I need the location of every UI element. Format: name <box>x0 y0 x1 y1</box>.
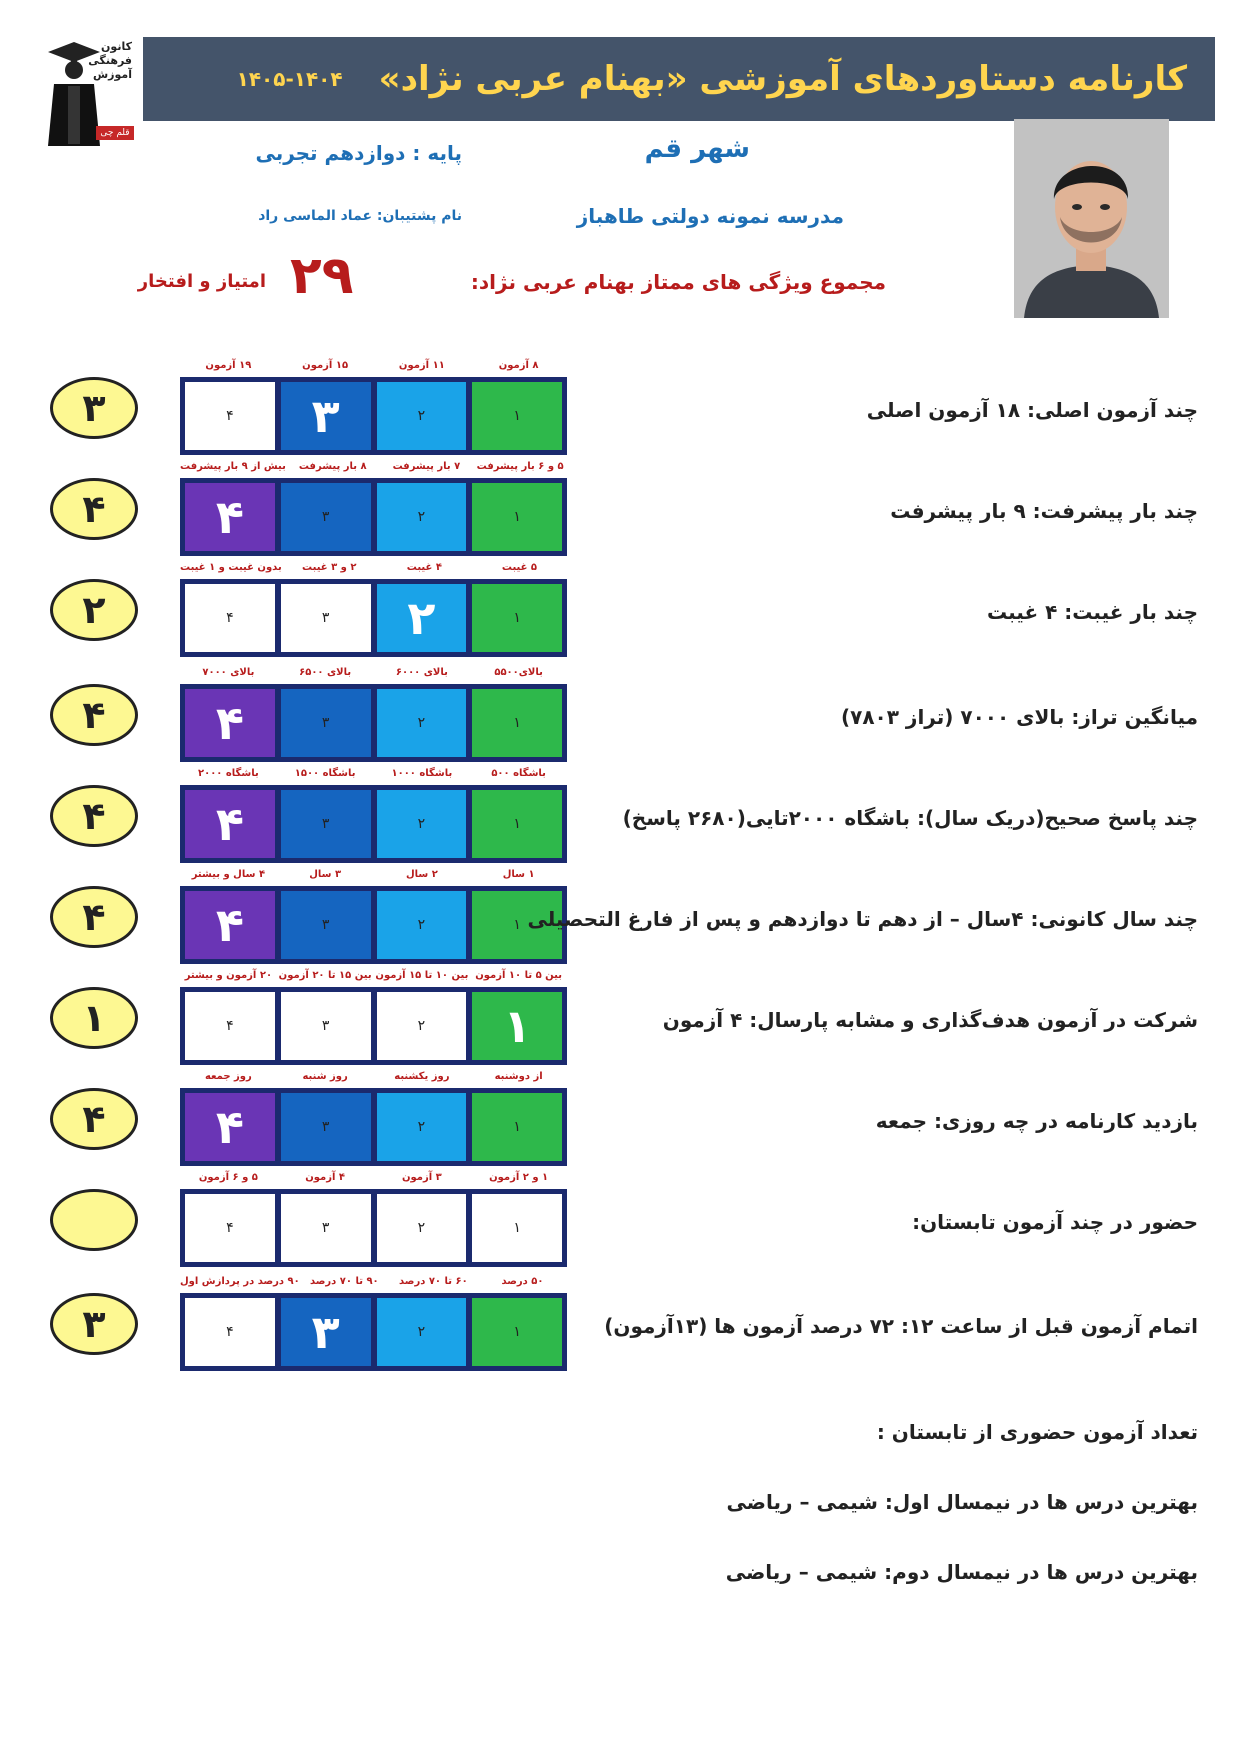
level-label: بین ۱۰ تا ۱۵ آزمون <box>375 970 469 981</box>
level-label: ۱۵ آزمون <box>302 360 349 371</box>
level-cell: ۲ <box>377 382 467 450</box>
level-cell: ۴ <box>185 483 275 551</box>
level-label: ۵ و ۶ بار پیشرفت <box>476 461 564 472</box>
level-label: ۱ سال <box>502 869 535 880</box>
level-label: روز شنبه <box>302 1071 348 1082</box>
row-question: چند پاسخ صحیح(دریک سال): باشگاه ۲۰۰۰تایی(۲۶۸۰ پاسخ) <box>622 806 1198 830</box>
level-labels <box>180 768 567 784</box>
level-label: بالای ۶۰۰۰ <box>395 667 448 678</box>
level-label: باشگاه ۲۰۰۰ <box>198 768 259 779</box>
school-name: مدرسه نمونه دولتی طاهباز <box>576 204 844 228</box>
level-label: ۹۰ تا ۷۰ درصد <box>309 1276 379 1287</box>
row-question: بازدید کارنامه در چه روزی: جمعه <box>875 1109 1198 1133</box>
level-label: بدون غیبت و ۱ غیبت <box>180 562 282 573</box>
level-cells <box>180 478 567 556</box>
row-question: حضور در چند آزمون تابستان: <box>912 1210 1198 1234</box>
achievement-row <box>0 562 1240 657</box>
report-title: کارنامه دستاوردهای آموزشی «بهنام عربی نژاد» <box>378 59 1187 99</box>
level-cells <box>180 1293 567 1371</box>
row-score-circle: ۴ <box>50 886 138 948</box>
level-label: باشگاه ۱۰۰۰ <box>391 768 453 779</box>
level-cell: ۳ <box>281 1194 371 1262</box>
row-score-circle: ۴ <box>50 684 138 746</box>
row-score-circle: ۴ <box>50 785 138 847</box>
level-cell: ۱ <box>472 891 562 959</box>
level-cell: ۲ <box>377 689 467 757</box>
logo-line-2: فرهنگی <box>88 54 132 67</box>
row-question: چند بار پیشرفت: ۹ بار پیشرفت <box>890 499 1198 523</box>
level-cell: ۳ <box>281 689 371 757</box>
level-cells <box>180 579 567 657</box>
logo-line-1: کانون <box>101 40 132 53</box>
level-cell: ۱ <box>472 584 562 652</box>
level-cell: ۲ <box>377 992 467 1060</box>
row-question: شرکت در آزمون هدف‌گذاری و مشابه پارسال: ۴ آزمون <box>662 1008 1198 1032</box>
level-label: ۴ سال و بیشتر <box>191 869 266 880</box>
level-label: ۱۹ آزمون <box>205 360 252 371</box>
level-label: بین ۵ تا ۱۰ آزمون <box>475 970 563 981</box>
level-label: بالای۵۵۰۰ <box>494 667 543 678</box>
logo-badge: قلم چی <box>96 126 134 140</box>
level-label: ۳ سال <box>309 869 342 880</box>
level-label: بالای ۶۵۰۰ <box>299 667 352 678</box>
row-question: میانگین تراز: بالای ۷۰۰۰ (تراز ۷۸۰۳) <box>841 705 1198 729</box>
score-suffix: امتیاز و افتخار <box>137 271 266 292</box>
row-question: چند بار غیبت: ۴ غیبت <box>986 600 1198 624</box>
best-subjects-first: بهترین درس ها در نیمسال اول: شیمی – ریاضی <box>726 1490 1198 1514</box>
achievement-row <box>0 360 1240 455</box>
level-label: ۴ غیبت <box>406 562 442 573</box>
level-cell: ۱ <box>472 1298 562 1366</box>
level-label: باشگاه ۱۵۰۰ <box>294 768 356 779</box>
level-label: ۷ بار پیشرفت <box>392 461 461 472</box>
grade-label: پایه : دوازدهم تجربی <box>255 141 462 165</box>
row-score-circle: ۳ <box>50 377 138 439</box>
level-cell: ۴ <box>185 992 275 1060</box>
level-label: ۲ و ۳ غیبت <box>302 562 357 573</box>
level-label: ۵۰ درصد <box>501 1276 544 1287</box>
achievement-row <box>0 461 1240 556</box>
row-score-circle: ۱ <box>50 987 138 1049</box>
achievement-row <box>0 667 1240 762</box>
level-labels <box>180 667 567 683</box>
level-cell: ۱ <box>472 992 562 1060</box>
level-labels <box>180 461 567 477</box>
level-label: بالای ۷۰۰۰ <box>202 667 255 678</box>
level-cell: ۳ <box>281 1093 371 1161</box>
row-score-circle: ۲ <box>50 579 138 641</box>
logo-text <box>62 40 132 82</box>
level-cell: ۲ <box>377 790 467 858</box>
level-labels <box>180 562 567 578</box>
level-cell: ۲ <box>377 1298 467 1366</box>
level-labels <box>180 869 567 885</box>
level-cell: ۱ <box>472 1194 562 1262</box>
level-labels <box>180 1071 567 1087</box>
level-label: ۸ بار پیشرفت <box>298 461 367 472</box>
level-cell: ۳ <box>281 483 371 551</box>
level-cell: ۲ <box>377 1093 467 1161</box>
level-cell: ۴ <box>185 891 275 959</box>
level-cell: ۴ <box>185 689 275 757</box>
level-cells <box>180 377 567 455</box>
level-cell: ۱ <box>472 382 562 450</box>
student-city: شهر قم <box>644 134 750 164</box>
level-cell: ۱ <box>472 1093 562 1161</box>
level-cell: ۴ <box>185 382 275 450</box>
level-cells <box>180 1088 567 1166</box>
achievement-row <box>0 970 1240 1065</box>
level-cell: ۱ <box>472 483 562 551</box>
row-score-circle: ۳ <box>50 1293 138 1355</box>
level-cell: ۳ <box>281 1298 371 1366</box>
level-cell: ۳ <box>281 992 371 1060</box>
row-question: چند سال کانونی: ۴سال – از دهم تا دوازدهم و پس از فارغ التحصیلی <box>527 907 1198 931</box>
level-cells <box>180 886 567 964</box>
features-label: مجموع ویژگی های ممتاز بهنام عربی نژاد: <box>470 270 886 294</box>
level-cell: ۲ <box>377 891 467 959</box>
title-banner <box>143 37 1215 121</box>
row-score-circle: ۴ <box>50 478 138 540</box>
level-cell: ۴ <box>185 1194 275 1262</box>
level-label: ۵ و ۶ آزمون <box>198 1172 258 1183</box>
level-label: ۹۰ درصد در پردازش اول <box>179 1276 300 1287</box>
level-cell: ۳ <box>281 584 371 652</box>
best-subjects-second: بهترین درس ها در نیمسال دوم: شیمی – ریاضی <box>725 1560 1198 1584</box>
level-cell: ۲ <box>377 1194 467 1262</box>
achievement-row <box>0 869 1240 964</box>
level-cell: ۳ <box>281 382 371 450</box>
summer-count-line: تعداد آزمون حضوری از تابستان : <box>876 1420 1198 1444</box>
level-label: ۱۱ آزمون <box>398 360 445 371</box>
achievement-row <box>0 768 1240 863</box>
row-question: اتمام آزمون قبل از ساعت ۱۲: ۷۲ درصد آزمون ها (۱۳آزمون) <box>604 1314 1198 1338</box>
level-label: ۲ سال <box>405 869 438 880</box>
student-photo <box>1014 119 1169 318</box>
row-score-circle <box>50 1189 138 1251</box>
level-label: ۶۰ تا ۷۰ درصد <box>399 1276 468 1287</box>
level-cells <box>180 785 567 863</box>
level-label: ۵ غیبت <box>501 562 538 573</box>
level-cells <box>180 684 567 762</box>
level-cell: ۲ <box>377 483 467 551</box>
level-label: از دوشنبه <box>494 1071 543 1082</box>
level-label: ۲۰ آزمون و بیشتر <box>184 970 273 981</box>
level-cells <box>180 1189 567 1267</box>
logo-line-3: آموزش <box>93 68 132 81</box>
level-cell: ۴ <box>185 1093 275 1161</box>
level-label: ۸ آزمون <box>498 360 539 371</box>
level-cell: ۴ <box>185 1298 275 1366</box>
level-cell: ۴ <box>185 584 275 652</box>
level-label: ۳ آزمون <box>401 1172 442 1183</box>
year-range: ۱۴۰۵-۱۴۰۴ <box>236 67 343 91</box>
level-cell: ۳ <box>281 790 371 858</box>
achievement-row <box>0 1276 1240 1371</box>
total-score: ۲۹ <box>290 246 354 306</box>
row-score-circle: ۴ <box>50 1088 138 1150</box>
level-label: باشگاه ۵۰۰ <box>491 768 546 779</box>
level-cell: ۴ <box>185 790 275 858</box>
level-cell: ۲ <box>377 584 467 652</box>
level-labels <box>180 970 567 986</box>
level-label: بیش از ۹ بار پیشرفت <box>180 461 286 472</box>
level-labels <box>180 1172 567 1188</box>
level-cells <box>180 987 567 1065</box>
supporter-name: نام پشتیبان: عماد الماسی راد <box>258 208 462 224</box>
level-cell: ۱ <box>472 790 562 858</box>
level-label: روز یکشنبه <box>394 1071 450 1082</box>
level-label: ۱ و ۲ آزمون <box>489 1172 549 1183</box>
level-label: ۴ آزمون <box>305 1172 346 1183</box>
achievement-row <box>0 1172 1240 1267</box>
level-cell: ۱ <box>472 689 562 757</box>
level-label: بین ۱۵ تا ۲۰ آزمون <box>278 970 372 981</box>
level-label: روز جمعه <box>204 1071 252 1082</box>
achievement-row <box>0 1071 1240 1166</box>
level-labels <box>180 1276 567 1292</box>
row-question: چند آزمون اصلی: ۱۸ آزمون اصلی <box>866 398 1198 422</box>
level-labels <box>180 360 567 376</box>
level-cell: ۳ <box>281 891 371 959</box>
